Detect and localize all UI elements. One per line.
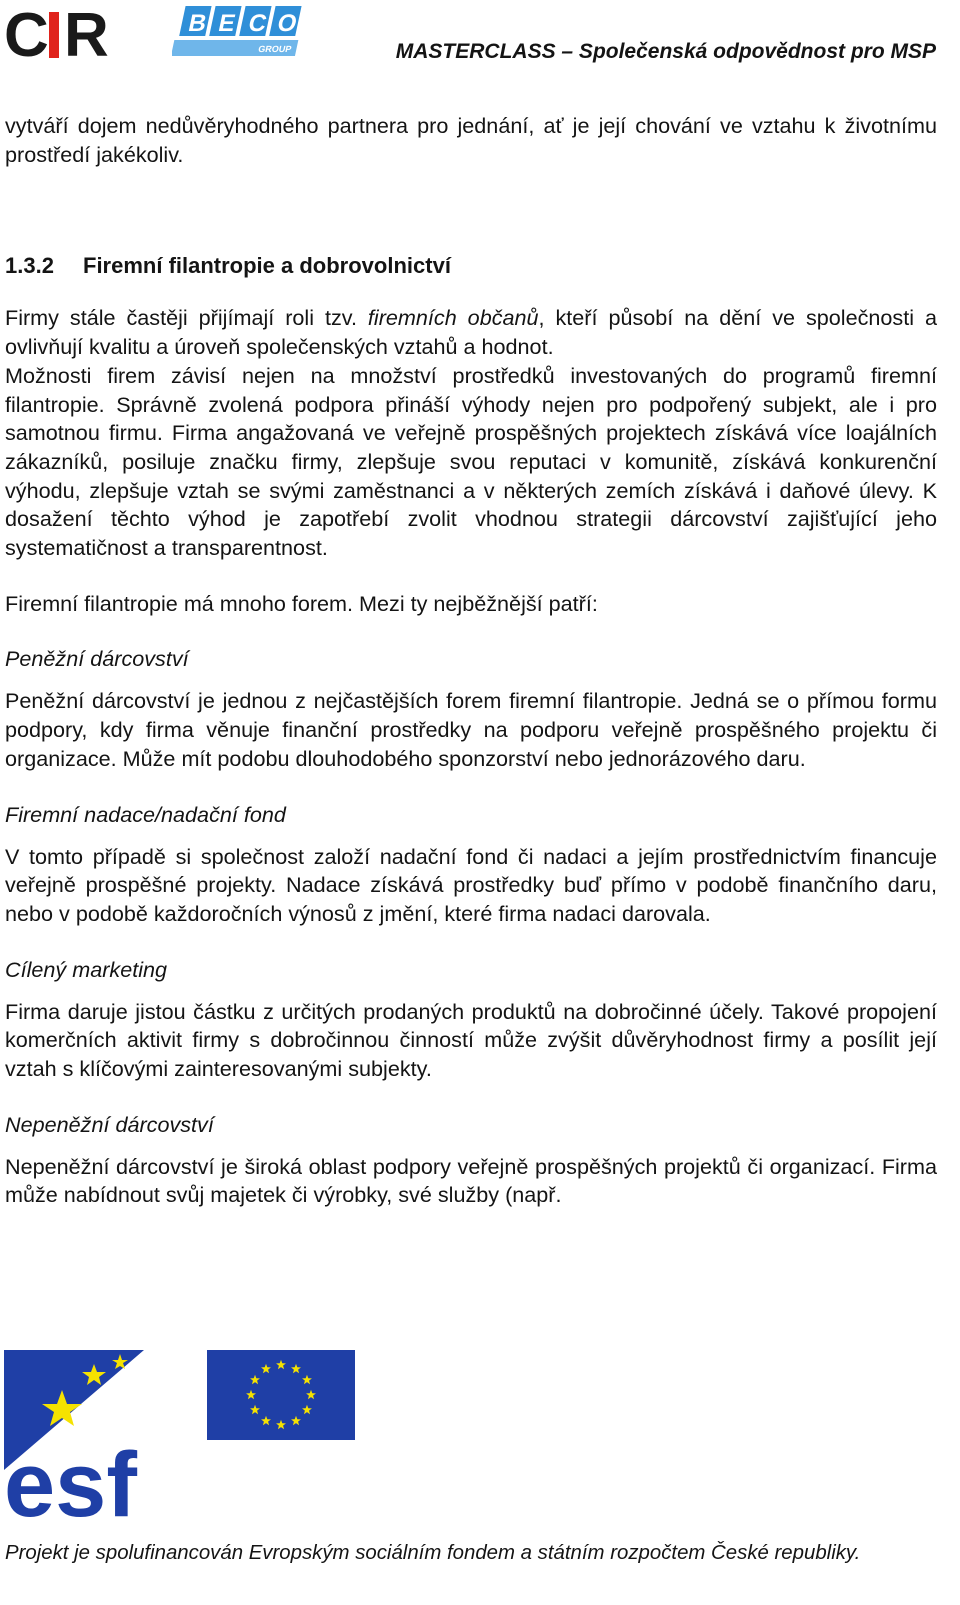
- subheading-nonmonetary: Nepeněžní dárcovství: [5, 1111, 214, 1137]
- p2-text-italic: firemních občanů: [367, 305, 539, 331]
- cir-logo-text: C: [4, 4, 49, 62]
- paragraph-forms: Firemní filantropie má mnoho forem. Mezi ty nejběžnější patří:: [5, 590, 598, 616]
- paragraph-marketing: Firma daruje jistou částku z určitých prodaných produktů na dobročinné účely. Takové propojení komerčních aktivit firmy s dobročinnou činností může zvýšit důvěryhodnost firmy a posílit její vztah s klíčovými zainteresovanými subjekty.: [5, 998, 937, 1082]
- paragraph-intro: vytváří dojem nedůvěryhodného partnera pro jednání, ať je její chování ve vztahu k životnímu prostředí jakékoliv.: [5, 113, 937, 167]
- svg-text:B: B: [185, 10, 209, 37]
- cir-logo-red-bar: [49, 12, 59, 58]
- header-title: MASTERCLASS – Společenská odpovědnost pro MSP: [395, 40, 936, 63]
- p2-text-after: , kteří působí na dění ve společnosti a ovlivňují kvalitu a úroveň společenských vztahů a hodnot.: [5, 305, 937, 360]
- subheading-foundation: Firemní nadace/nadační fond: [5, 801, 286, 827]
- paragraph-nonmonetary: Nepeněžní dárcovství je široká oblast podpory veřejně prospěšných projektů či organizací. Firma může nabídnout svůj majetek či výrobky, své služby (např.: [5, 1153, 937, 1208]
- eu-esf-logos: [4, 1350, 364, 1520]
- paragraph-foundation: V tomto případě si společnost založí nadační fond či nadaci a jejím prostřednictvím financuje veřejně prospěšné projekty. Nadace získává prostředky buď přímo v podobě finančního daru, nebo v podobě každoročních výnosů z jmění, které firma nadaci darovala.: [5, 843, 937, 926]
- paragraph-corporate-citizens: [5, 304, 937, 361]
- page-header: [0, 0, 960, 70]
- beco-logo: [172, 4, 304, 62]
- svg-text:C: C: [245, 10, 269, 37]
- svg-text:O: O: [274, 10, 300, 37]
- svg-text:GROUP: GROUP: [257, 44, 293, 54]
- cir-logo: [4, 4, 136, 62]
- section-heading: [5, 252, 937, 280]
- document-body: [5, 112, 937, 1210]
- esf-logo: [4, 1350, 144, 1520]
- esf-logo-text: esf: [4, 1434, 137, 1520]
- subheading-marketing: Cílený marketing: [5, 956, 168, 982]
- paragraph-possibilities: Možnosti firem závisí nejen na množství prostředků investovaných do programů firemní filantropie. Správně zvolená podpora přináší výhody nejen pro podpořený subjekt, ale i pro samotnou firmu. Firma angažovaná ve veřejně prospěšných projektech získává více loajálních zákazníků, posiluje značku firmy, zlepšuje svou reputaci v komunitě, získává konkurenční výhodu, zlepšuje vztah se svými zaměstnanci a v některých zemích získává i daňové úlevy. K dosažení těchto výhod je zapotřebí zvolit vhodnou strategii dárcovství zajišťující jeho systematičnost a transparentnost.: [5, 362, 937, 561]
- paragraph-monetary: Peněžní dárcovství je jednou z nejčastějších forem firemní filantropie. Jedná se o přímou formu podpory, kdy firma věnuje finanční prostředky na podporu veřejně prospěšného projektu či organizace. Může mít podobu dlouhodobého sponzorství nebo jednorázového daru.: [5, 688, 937, 771]
- cir-logo-r: R: [64, 4, 109, 62]
- svg-text:E: E: [215, 10, 238, 37]
- subheading-monetary: Peněžní dárcovství: [5, 646, 189, 672]
- p2-text-before: Firmy stále častěji přijímají roli tzv.: [5, 305, 368, 331]
- page-footer: Projekt je spolufinancován Evropským sociálním fondem a státním rozpočtem České republiky.: [5, 1542, 861, 1564]
- section-number: 1.3.2: [5, 253, 54, 279]
- section-title: Firemní filantropie a dobrovolnictví: [83, 253, 451, 279]
- eu-flag: [207, 1350, 355, 1440]
